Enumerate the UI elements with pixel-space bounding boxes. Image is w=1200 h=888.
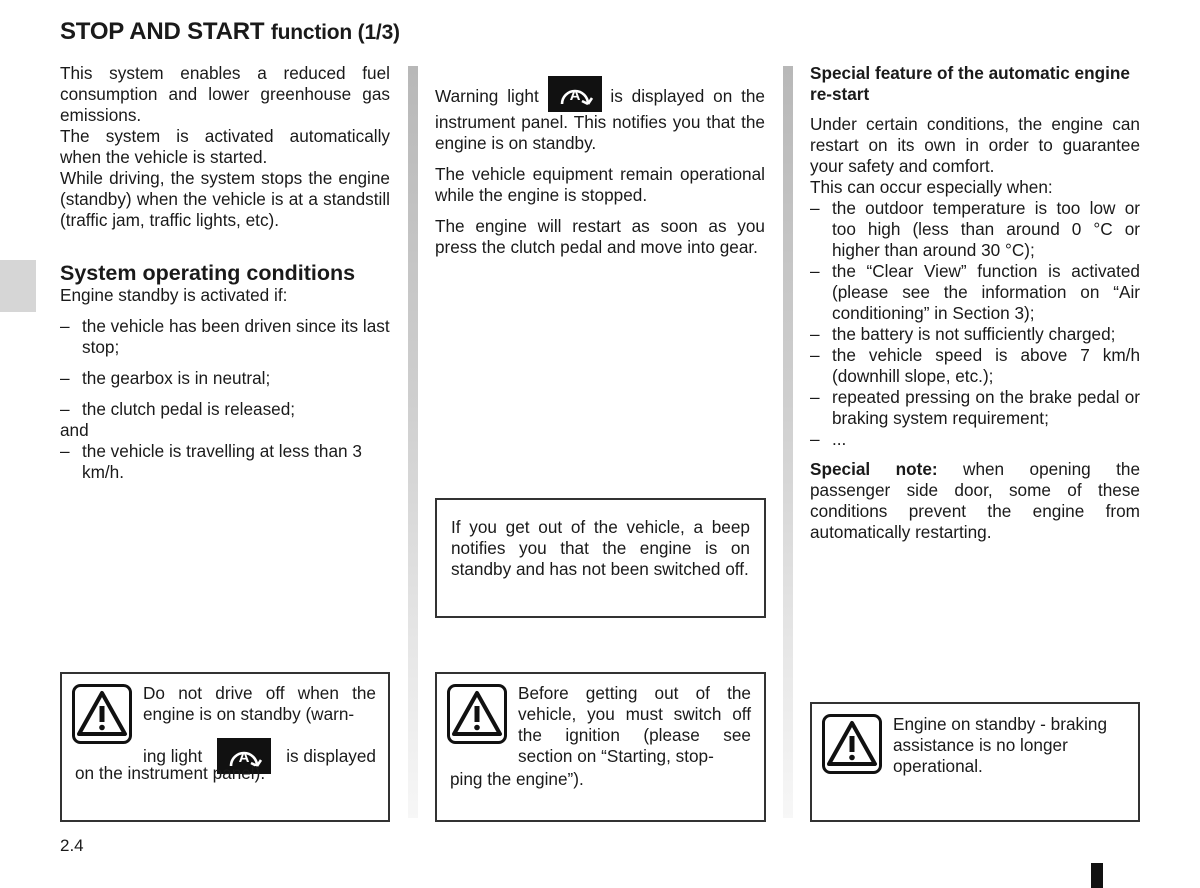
list-item: – the vehicle speed is above 7 km/h (downhill slope, etc.);	[810, 345, 1140, 386]
list-item: – ...	[810, 429, 847, 449]
paragraph: This system enables a reduced fuel consumption and lower greenhouse gas emissions.	[60, 63, 390, 125]
title-main: STOP AND START	[60, 18, 265, 45]
svg-text:A: A	[569, 87, 580, 104]
column-1	[60, 63, 390, 483]
page-title	[60, 18, 400, 46]
warning-text: Do not drive off when the engine is on standby (warn-	[143, 683, 376, 724]
page-number: 2.4	[60, 836, 84, 855]
warning-text: ping the engine”).	[450, 769, 584, 789]
list-item: – the clutch pedal is released;	[60, 399, 296, 419]
auto-stop-a-icon	[548, 76, 602, 112]
warning-box	[60, 672, 390, 822]
paragraph: Warning light A is displayed on the instrument panel. This notifies you that the engine is on standby.	[435, 76, 765, 154]
warning-text: Before getting out of the vehicle, you must switch off the ignition (please see section on “Starting, stop-	[518, 683, 751, 766]
warning-text: on the instrument panel).	[75, 763, 266, 783]
paragraph: While driving, the system stops the engine (standby) when the vehicle is at a standstill (traffic jam, traffic lights, etc).	[60, 168, 390, 230]
note-text: If you get out of the vehicle, a beep notifies you that the engine is on standby and has not been switched off.	[451, 517, 750, 579]
list-item: – repeated pressing on the brake pedal or braking system requirement;	[810, 387, 1140, 428]
column-divider	[408, 66, 418, 818]
warning-text: ing light A is displayed	[143, 738, 376, 774]
column-2	[435, 76, 765, 258]
title-sub: function (1/3)	[270, 21, 400, 44]
list-item: – the battery is not sufficiently charged;	[810, 324, 1116, 344]
list-item: – the gearbox is in neutral;	[60, 368, 271, 388]
list-item: – the vehicle has been driven since its last stop;	[60, 316, 390, 357]
paragraph: The vehicle equipment remain operational while the engine is stopped.	[435, 164, 765, 205]
list-item: – the “Clear View” function is activated (please see the information on “Air conditioning” in Section 3);	[810, 261, 1140, 323]
page-edge-marker	[1091, 863, 1103, 888]
warning-triangle-icon	[447, 684, 507, 744]
paragraph: The engine will restart as soon as you press the clutch pedal and move into gear.	[435, 216, 765, 257]
special-note: Special note: when opening the passenger side door, some of these conditions prevent the engine from automatically restarting.	[810, 459, 1141, 542]
warning-text: Engine on standby - braking assistance is no longer operational.	[893, 714, 1108, 776]
paragraph: Engine standby is activated if:	[60, 285, 288, 305]
section-heading: System operating conditions	[60, 261, 356, 285]
paragraph: and	[60, 420, 89, 440]
column-divider	[783, 66, 793, 818]
warning-box	[810, 702, 1140, 822]
list-item: – the outdoor temperature is too low or too high (less than around 0 °C or higher than around 30 °C);	[810, 198, 1140, 260]
note-box	[435, 498, 766, 618]
warning-box	[435, 672, 766, 822]
section-tab	[0, 260, 36, 312]
warning-triangle-icon	[822, 714, 882, 774]
list-item: – the vehicle is travelling at less than 3 km/h.	[60, 441, 362, 482]
paragraph: The system is activated automatically when the vehicle is started.	[60, 126, 390, 167]
paragraph: This can occur especially when:	[810, 177, 1053, 197]
svg-text:A: A	[238, 749, 250, 766]
section-heading: Special feature of the automatic engine re-start	[810, 63, 1130, 104]
column-3	[810, 63, 1140, 543]
warning-triangle-icon	[72, 684, 132, 744]
paragraph: Under certain conditions, the engine can restart on its own in order to guarantee your safety and comfort.	[810, 114, 1140, 176]
